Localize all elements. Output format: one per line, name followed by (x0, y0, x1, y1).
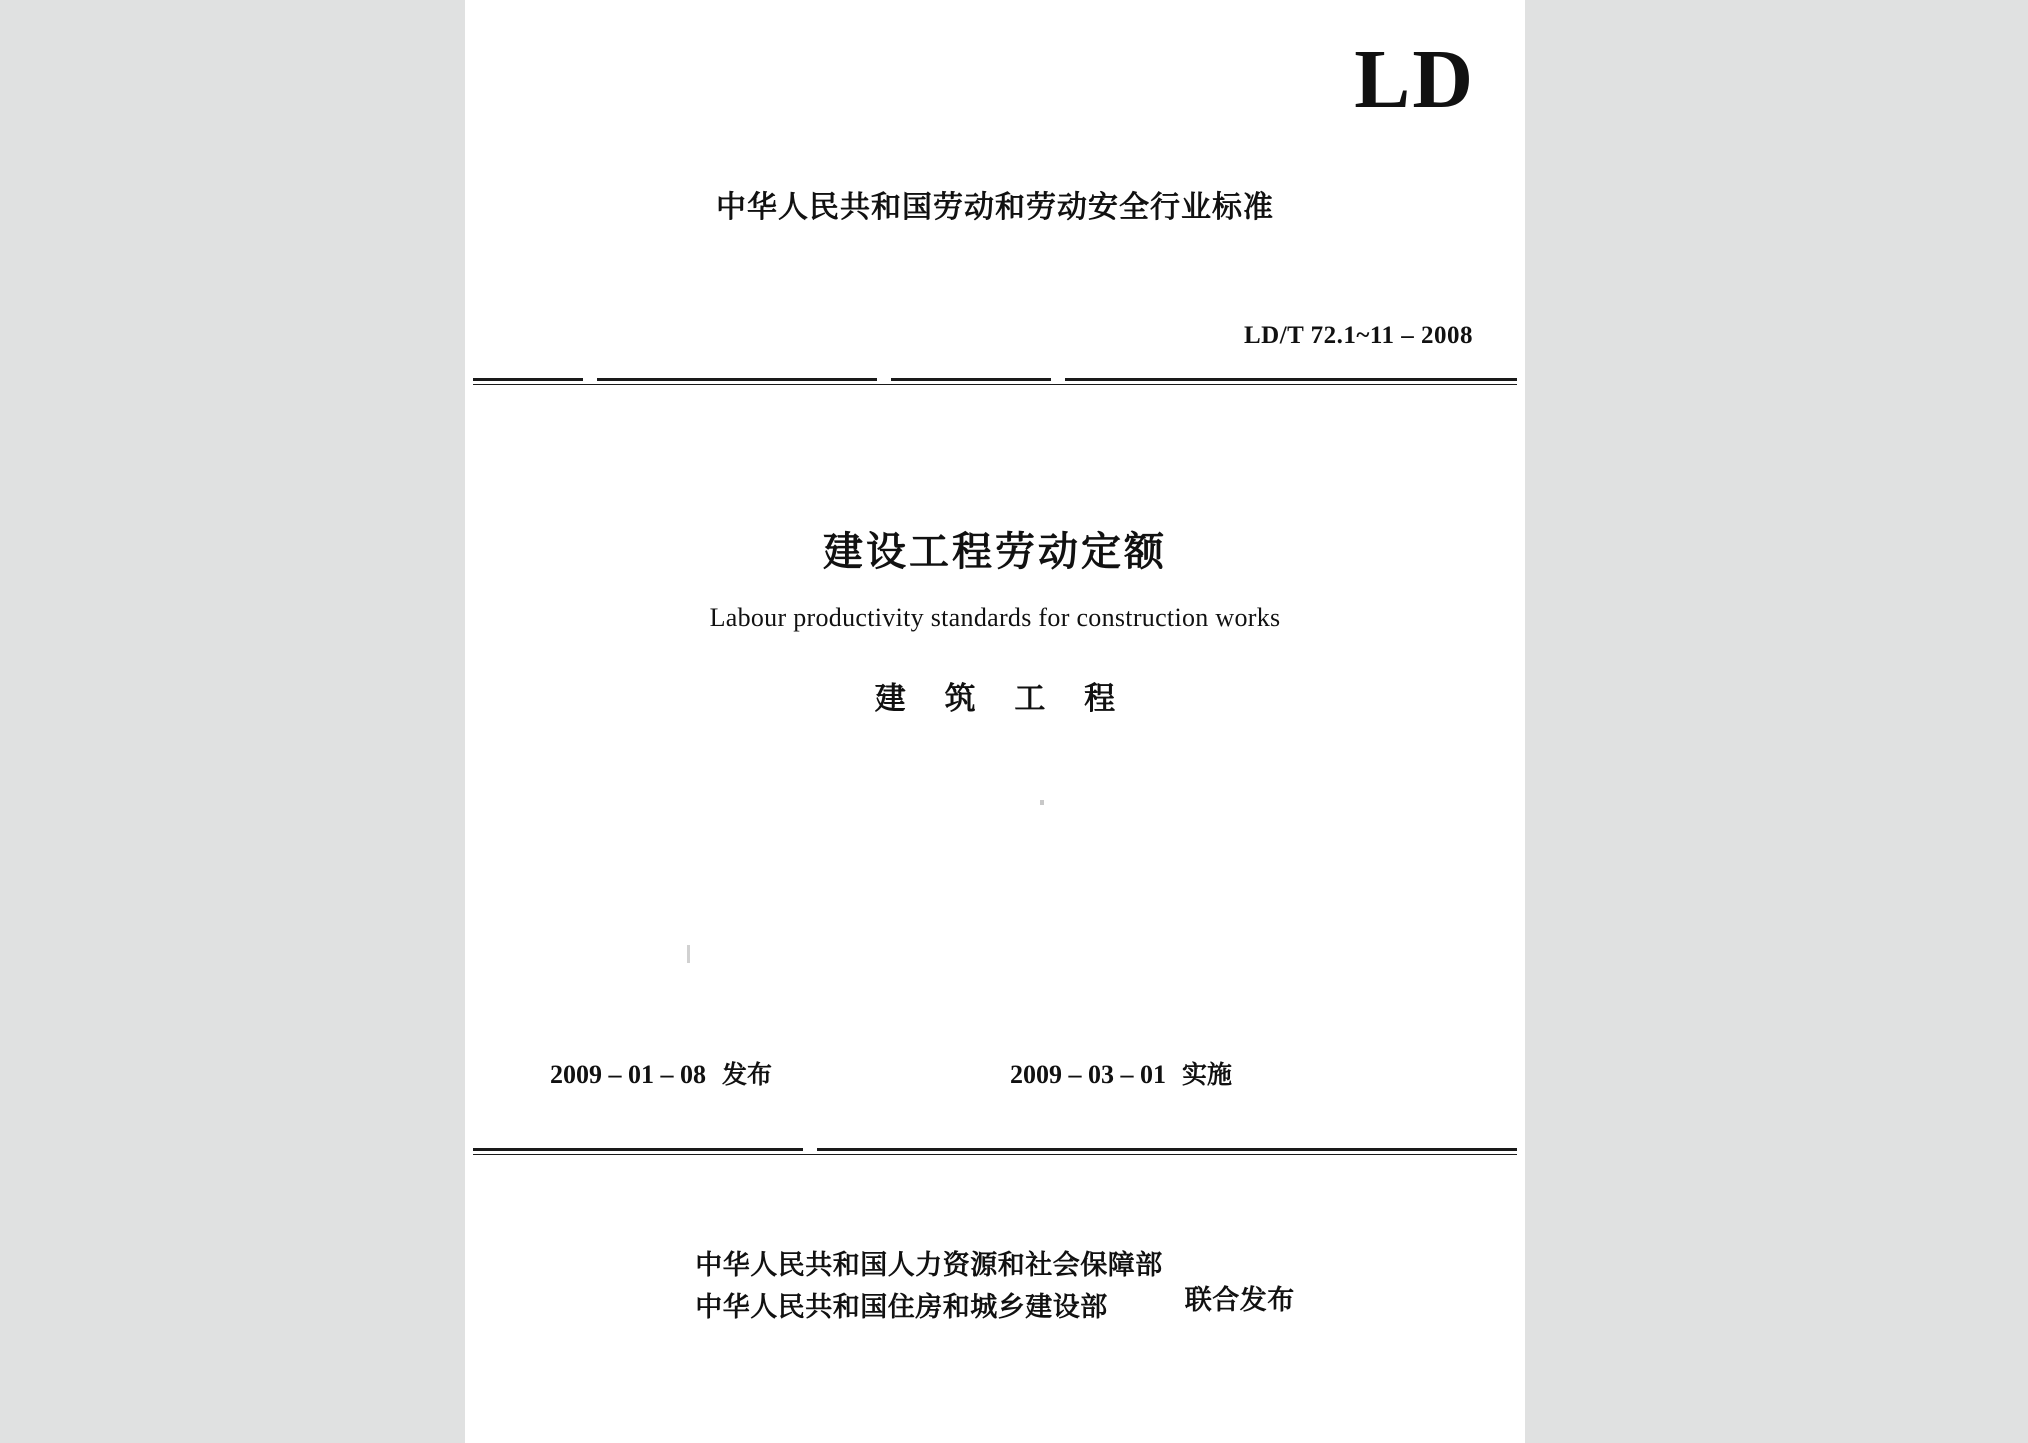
rule-notch (877, 378, 891, 385)
issuing-authority-line: 中华人民共和国劳动和劳动安全行业标准 (716, 190, 1274, 225)
publisher-line-1: 中华人民共和国人力资源和社会保障部 (695, 1250, 1163, 1281)
divider-top (473, 378, 1517, 381)
standard-number: LD/T 72.1~11 – 2008 (1243, 322, 1473, 349)
issue-date-value: 2009 – 01 – 08 (550, 1060, 706, 1089)
scan-speck (1040, 800, 1044, 805)
publisher-names (695, 1245, 1163, 1329)
document-page (465, 0, 1525, 1443)
rule-notch (803, 1148, 817, 1155)
effective-date-label: 实施 (1182, 1060, 1233, 1089)
page-title-english: Labour productivity standards for construction works (709, 603, 1281, 632)
joint-release-label: 联合发布 (1184, 1285, 1295, 1317)
effective-date-group (1010, 1055, 1232, 1091)
publisher-line-2: 中华人民共和国住房和城乡建设部 (695, 1291, 1108, 1323)
publishers-footer (465, 1245, 1525, 1329)
rule-notch (583, 378, 597, 385)
ld-emblem: LD (1354, 33, 1475, 126)
scan-speck (687, 945, 690, 963)
cover-sheet (465, 0, 1525, 1443)
page-title: 建设工程劳动定额 (823, 529, 1167, 575)
effective-date-value: 2009 – 03 – 01 (1010, 1060, 1166, 1089)
issue-date-label: 发布 (722, 1060, 773, 1089)
divider-bottom (473, 1148, 1517, 1151)
date-row (465, 1055, 1525, 1095)
page-subtitle: 建 筑 工 程 (874, 681, 1130, 717)
issue-date-group (550, 1055, 772, 1091)
rule-notch (1051, 378, 1065, 385)
